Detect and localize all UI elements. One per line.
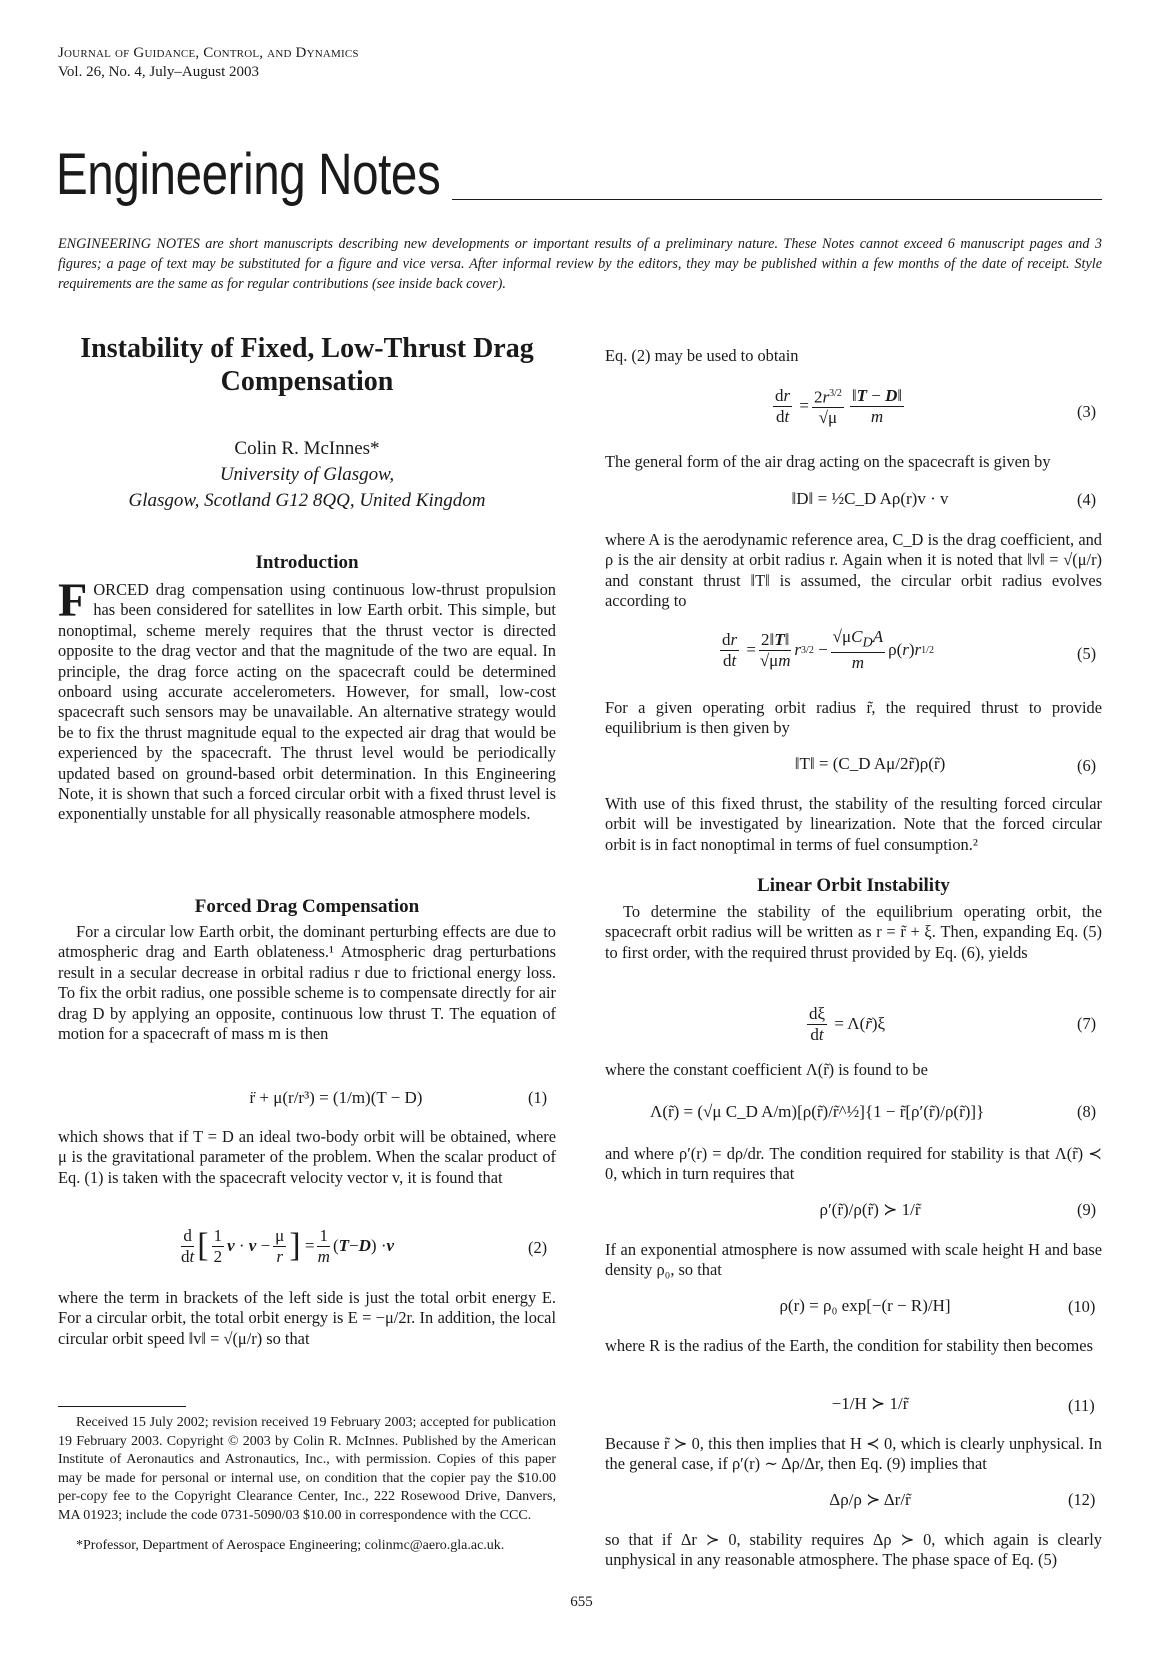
forced-paragraph-2: which shows that if T = D an ideal two-body orbit will be obtained, where μ is the gravitational parameter of the problem. When the scalar product of Eq. (1) is taken with the spacecraft velocity vector v, it is found that — [58, 1127, 556, 1187]
equation-number: (4) — [1077, 490, 1097, 509]
equation-5: $\frac{dr}{dt}$ = $\frac{2‖T‖}{√\mu m}$ r 3/2 − $\frac{√\mu C_DA}{m}$ ρ( r ) r 1/2 — [722, 626, 934, 673]
heading-forced-drag: Forced Drag Compensation — [194, 896, 420, 917]
linear-paragraph-7: so that if Δr ≻ 0, stability requires Δρ ≻ 0, which again is clearly unphysical in any reasonable atmosphere. The phase space of Eq. (5) — [605, 1530, 1102, 1570]
equation-8: Λ(r̃) = (√μ C_D A/m)[ρ(r̃)/r̃^½]{1 − r̃[ρ′(r̃)/ρ(r̃)]} — [650, 1102, 985, 1121]
linear-paragraph-4: If an exponential atmosphere is now assumed with scale height H and base density ρ₀, so that — [605, 1240, 1102, 1280]
journal-volume: Vol. 26, No. 4, July–August 2003 — [58, 64, 259, 80]
eq5-term1: $\frac{2‖T‖}{√\mu m}$ — [759, 629, 791, 670]
linear-paragraph-1: To determine the stability of the equilibrium operating orbit, the spacecraft orbit radius will be written as r = r̃ + ξ. Then, expanding Eq. (5) to first order, with the required thrust provided by Eq. (6), yields — [605, 902, 1102, 962]
right-paragraph-1: Eq. (2) may be used to obtain — [605, 346, 799, 365]
forced-paragraph-1: For a circular low Earth orbit, the dominant perturbing effects are due to atmospheric drag and Earth oblateness.¹ Atmospheric drag perturbations result in a secular decrease in orbital radius r due to frictional energy loss. To fix the orbit radius, one possible scheme is to compensate directly for air drag D by applying an opposite, continuous low thrust T. The equation of motion for a spacecraft of mass m is then — [58, 922, 556, 1044]
section-rule — [452, 199, 1102, 200]
journal-name: Journal of Guidance, Control, and Dynamics — [58, 45, 359, 61]
right-paragraph-5: With use of this fixed thrust, the stability of the resulting forced circular orbit will be investigated by linearization. Note that the forced circular orbit is in fact nonoptimal in terms of fuel consumption.² — [605, 794, 1102, 854]
eq5-term2: $\frac{√\mu C_DA}{m}$ — [832, 626, 884, 673]
eq5-drdt: $\frac{dr}{dt}$ — [722, 629, 738, 670]
page-number: 655 — [570, 1594, 593, 1610]
affiliation-line-1: University of Glasgow, — [219, 464, 395, 485]
equation-number: (5) — [1077, 644, 1097, 663]
equation-10: ρ(r) = ρ₀ exp[−(r − R)/H] — [779, 1296, 951, 1315]
journal-header — [58, 44, 359, 82]
linear-paragraph-5: where R is the radius of the Earth, the condition for stability then becomes — [605, 1336, 1093, 1355]
affiliation-line-2: Glasgow, Scotland G12 8QQ, United Kingdom — [128, 490, 486, 511]
equation-11: −1/H ≻ 1/r̃ — [831, 1394, 909, 1413]
equation-3: $\frac{dr}{dt}$ = $\frac{2r^{3/2}}{√\mu}$ $\frac{‖T - D‖}{m}$ — [775, 385, 903, 428]
equation-number: (6) — [1077, 756, 1097, 775]
eq3-ratio: $\frac{‖T - D‖}{m}$ — [851, 385, 903, 426]
equation-number: (7) — [1077, 1014, 1097, 1033]
eq7-dxidt: $\frac{d\xi}{dt}$ — [809, 1003, 826, 1044]
eq2-mu-r: $\frac{\mu}{r}$ — [275, 1225, 285, 1266]
eq3-drdt: $\frac{dr}{dt}$ — [775, 385, 791, 426]
article-title: Instability of Fixed, Low-Thrust Drag Compensation — [80, 333, 534, 397]
heading-introduction: Introduction — [255, 552, 359, 573]
linear-paragraph-3: and where ρ′(r) = dρ/dr. The condition required for stability is that Λ(r̃) ≺ 0, which in turn requires that — [605, 1144, 1102, 1184]
right-paragraph-4: For a given operating orbit radius r̃, the required thrust to provide equilibrium is then given by — [605, 698, 1102, 738]
section-heading — [56, 142, 1102, 208]
eq3-coef: $\frac{2r^{3/2}}{√\mu}$ — [812, 384, 844, 429]
author-block — [58, 436, 556, 514]
footnote-received: Received 15 July 2002; revision received 19 February 2003; accepted for publication 19 February 2003. Copyright © 2003 by Colin R. McInnes. Published by the American Institute of Aeronautics and Astronautics, Inc., with permission. Copies of this paper may be made for personal or internal use, on condition that the copier pay the $10.00 per-copy fee to the Copyright Clearance Center, Inc., 222 Rosewood Drive, Danvers, MA 01923; include the code 0731-5090/03 $10.00 in correspondence with the CCC. — [58, 1415, 556, 1523]
equation-number: (1) — [528, 1088, 548, 1107]
right-paragraph-2: The general form of the air drag acting on the spacecraft is given by — [605, 452, 1051, 471]
equation-number: (11) — [1068, 1396, 1095, 1415]
footnote-rule — [58, 1406, 186, 1407]
equation-6: ‖T‖ = (C_D Aμ/2r̃)ρ(r̃) — [794, 754, 946, 773]
equation-number: (10) — [1068, 1297, 1096, 1316]
equation-7: $\frac{d\xi}{dt}$ = Λ( r̃ )ξ — [809, 1003, 886, 1044]
section-notice: ENGINEERING NOTES are short manuscripts describing new developments or important results of a preliminary nature. These Notes cannot exceed 6 manuscript pages and 3 figures; a page of text may be substituted for a figure and vice versa. After informal review by the editors, they may be published within a few months of the date of receipt. Style requirements are the same as for regular contributions (see inside back cover). — [58, 236, 1102, 292]
linear-paragraph-2: where the constant coefficient Λ(r̃) is found to be — [605, 1060, 928, 1079]
intro-paragraph — [58, 574, 556, 825]
equation-number: (12) — [1068, 1490, 1096, 1509]
section-title: Engineering Notes — [56, 142, 441, 207]
equation-number: (8) — [1077, 1102, 1097, 1121]
drop-cap: F — [58, 574, 88, 627]
footnote-author: *Professor, Department of Aerospace Engineering; colinmc@aero.gla.ac.uk. — [76, 1538, 505, 1553]
intro-body: ORCED drag compensation using continuous low-thrust propulsion has been considered for satellites in low Earth orbit. This simple, but nonoptimal, scheme merely requires that the thrust vector is directed opposite to the drag vector and that the magnitude of the two are equal. In principle, the drag force acting on the spacecraft could be determined onboard using accurate accelerometers. However, for small, low-cost spacecraft such sensors may be unavailable. An alternative strategy would be to fix the thrust magnitude equal to the expected air drag that would be experienced by the spacecraft. The thrust level would be periodically updated based on ground-based orbit determination. In this Engineering Note, it is shown that such a forced circular orbit with a fixed thrust level is exponentially unstable for all physically reasonable atmosphere models. — [58, 580, 556, 824]
author-name: Colin R. McInnes* — [234, 438, 380, 459]
equation-4: ‖D‖ = ½C_D Aρ(r)v · v — [791, 489, 949, 508]
equation-number: (2) — [528, 1238, 548, 1257]
equation-number: (3) — [1077, 402, 1097, 421]
equation-2: $\frac{d}{dt}$ [ $\frac{1}{2}$ v · v − $\frac{\mu}{r}$ ] = $\frac{1}{m}$ ( T − D ) · v — [181, 1225, 395, 1266]
forced-paragraph-3: where the term in brackets of the left side is just the total orbit energy E. For a circular orbit, the total orbit energy is E = −μ/2r. In addition, the local circular orbit speed ‖v‖ = √(μ/r) so that — [58, 1288, 556, 1348]
eq2-ddt: $\frac{d}{dt}$ — [181, 1225, 195, 1266]
equation-number: (9) — [1077, 1200, 1097, 1219]
heading-linear: Linear Orbit Instability — [757, 875, 950, 896]
equation-9: ρ′(r̃)/ρ(r̃) ≻ 1/r̃ — [819, 1200, 921, 1219]
eq2-one-m: $\frac{1}{m}$ — [317, 1225, 330, 1266]
equation-12: Δρ/ρ ≻ Δr/r̃ — [829, 1490, 911, 1509]
right-paragraph-3: where A is the aerodynamic reference area, C_D is the drag coefficient, and ρ is the air density at orbit radius r. Again when it is noted that ‖v‖ = √(μ/r) and constant thrust ‖T‖ is assumed, the circular orbit radius evolves according to — [605, 530, 1102, 611]
equation-1: r̈ + μ(r/r³) = (1/m)(T − D) — [249, 1088, 423, 1107]
eq2-half: $\frac{1}{2}$ — [213, 1225, 223, 1266]
linear-paragraph-6: Because r̃ ≻ 0, this then implies that H ≺ 0, which is clearly unphysical. In the general case, if ρ′(r) ∼ Δρ/Δr, then Eq. (9) implies that — [605, 1434, 1102, 1474]
